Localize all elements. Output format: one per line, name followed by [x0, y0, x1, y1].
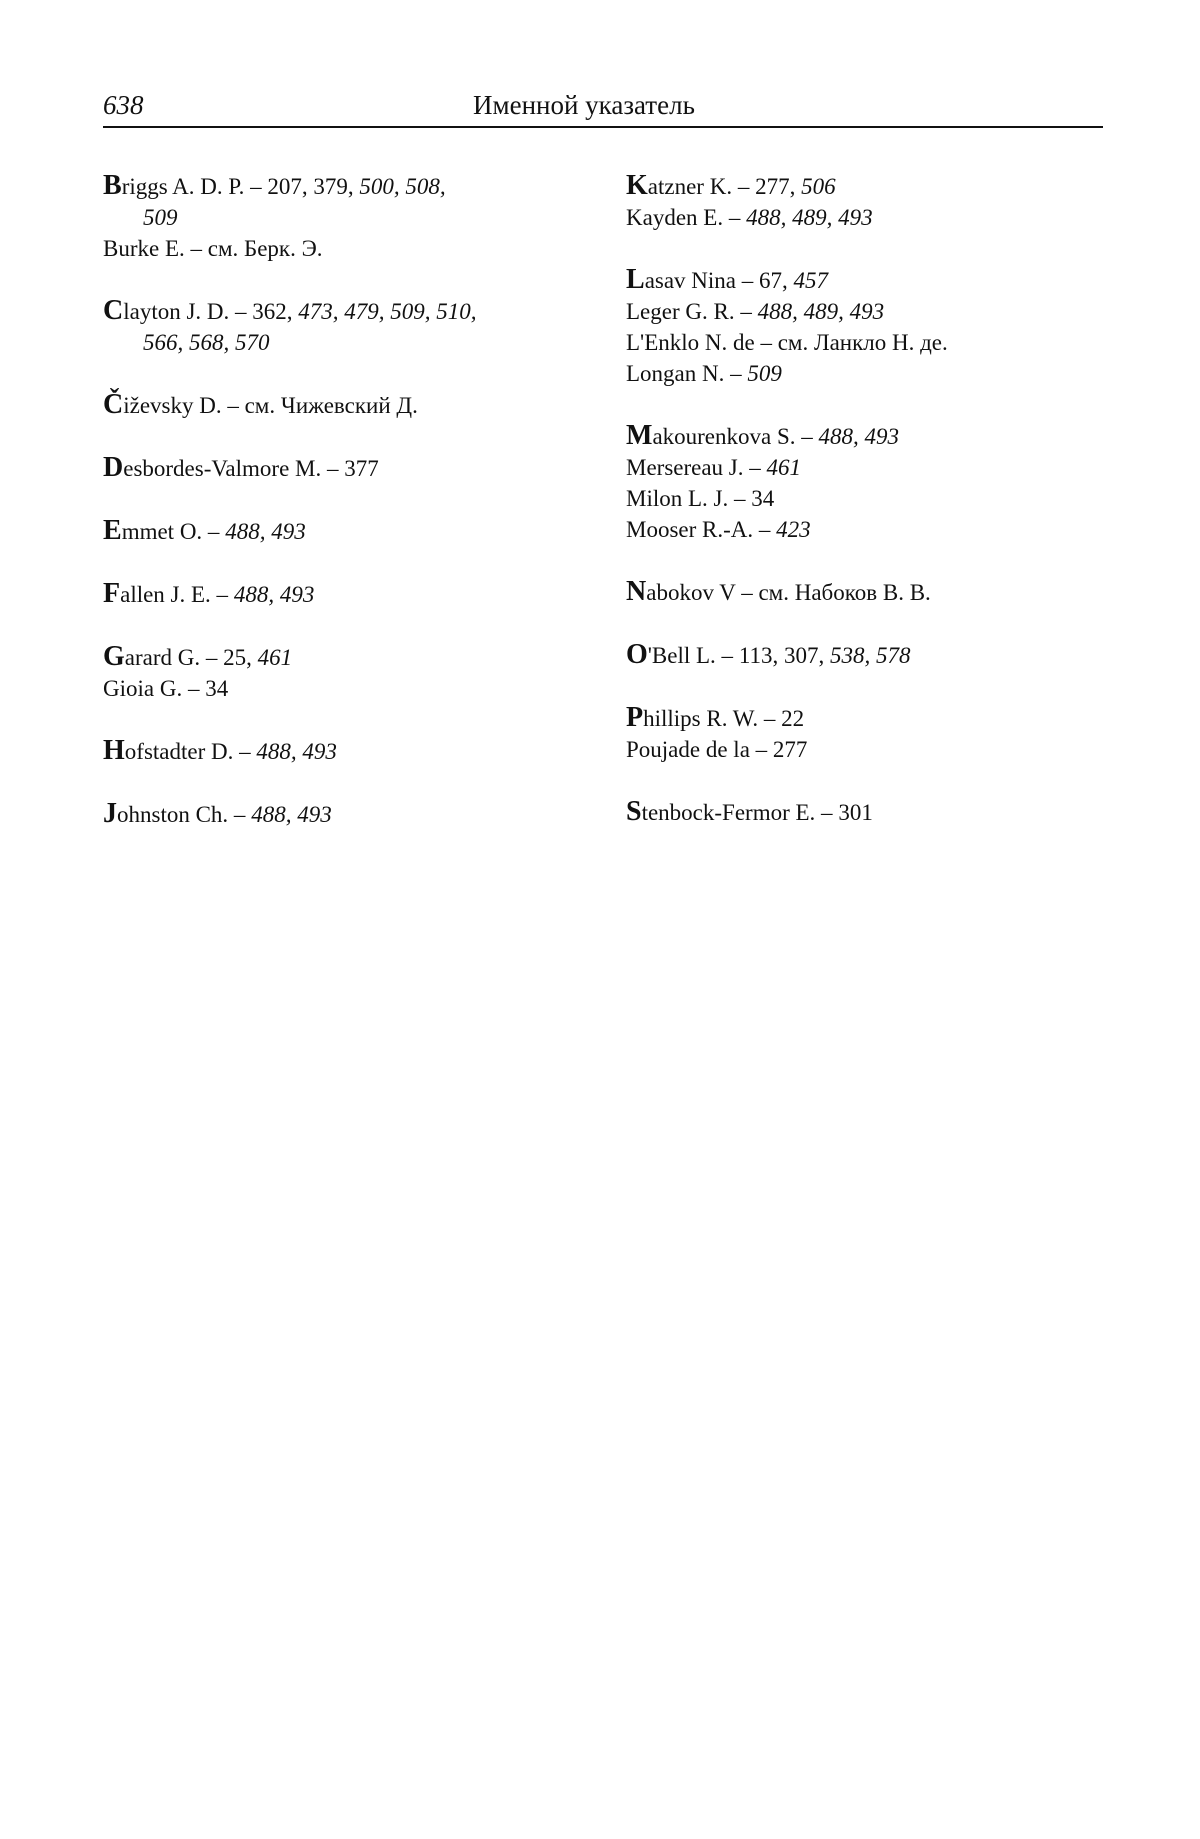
entry-name: mmet O. – — [121, 519, 226, 544]
entry-initial-letter: N — [626, 576, 647, 607]
entry-name: ohnston Ch. – — [117, 802, 252, 827]
running-title: Именной указатель — [473, 90, 695, 120]
entry-pages: 277 — [772, 737, 808, 762]
index-column-left — [103, 170, 603, 861]
entry-name: Burke E. – см. Берк. Э. — [103, 236, 323, 261]
index-letter-group — [103, 735, 603, 767]
entry-pages: 25, — [223, 645, 258, 670]
index-letter-group — [103, 389, 603, 421]
index-entry — [103, 389, 603, 421]
page-number: 638 — [103, 90, 144, 120]
entry-initial-letter: J — [103, 798, 117, 829]
entry-pages-italic: 488, 493 — [251, 802, 332, 827]
entry-initial-letter: D — [103, 452, 124, 483]
entry-name: Leger G. R. – — [626, 299, 758, 324]
index-letter-group — [626, 576, 1146, 608]
index-entry — [626, 702, 1146, 734]
entry-name: L'Enklo N. de – см. Ланкло Н. де. — [626, 330, 948, 355]
entry-name: hillips R. W. – — [643, 706, 782, 731]
index-entry — [103, 735, 603, 767]
index-entry — [103, 798, 603, 830]
index-entry — [626, 639, 1146, 671]
entry-pages-italic: 457 — [793, 268, 829, 293]
index-entry — [103, 641, 603, 673]
index-entry — [103, 578, 603, 610]
entry-initial-letter: M — [626, 420, 653, 451]
entry-initial-letter: S — [626, 796, 642, 827]
index-entry — [626, 264, 1146, 296]
index-letter-group — [103, 452, 603, 484]
entry-name: Gioia G. – — [103, 676, 206, 701]
entry-name: arard G. – — [124, 645, 224, 670]
entry-name: Milon L. J. – — [626, 486, 752, 511]
entry-pages-italic: 566, 568, 570 — [143, 330, 270, 355]
entry-initial-letter: F — [103, 578, 121, 609]
entry-initial-letter: H — [103, 735, 125, 766]
index-entry — [103, 673, 603, 704]
header-rule — [103, 126, 1103, 128]
index-letter-group — [626, 639, 1146, 671]
index-entry — [103, 170, 603, 202]
entry-initial-letter: K — [626, 170, 648, 201]
entry-pages-italic: 509 — [143, 205, 178, 230]
index-letter-group — [626, 170, 1146, 233]
index-letter-group — [626, 264, 1146, 389]
index-entry — [626, 576, 1146, 608]
index-entry — [626, 796, 1146, 828]
entry-initial-letter: Č — [103, 389, 124, 420]
entry-pages: 67, — [759, 268, 794, 293]
entry-initial-letter: L — [626, 264, 645, 295]
entry-pages-italic: 538, 578 — [829, 643, 911, 668]
index-letter-group — [103, 515, 603, 547]
entry-name: akourenkova S. – — [652, 424, 819, 449]
entry-pages: 22 — [781, 706, 805, 731]
entry-name: Kayden E. – — [626, 205, 747, 230]
entry-name: atzner K. – — [647, 174, 756, 199]
entry-name: tenbock-Fermor E. – — [641, 800, 839, 825]
entry-pages-italic: 506 — [801, 174, 836, 199]
entry-name: asav Nina – — [644, 268, 760, 293]
entry-pages: 377 — [344, 456, 379, 481]
entry-pages-italic: 488, 493 — [818, 424, 900, 449]
index-letter-group — [103, 170, 603, 264]
index-entry — [626, 327, 1146, 358]
index-letter-group — [626, 702, 1146, 765]
index-entry — [103, 233, 603, 264]
entry-initial-letter: E — [103, 515, 122, 546]
entry-pages: 207, 379, — [267, 174, 360, 199]
entry-name: layton J. D. – — [123, 299, 253, 324]
entry-pages-italic: 488, 493 — [256, 739, 337, 764]
entry-pages: 113, 307, — [738, 643, 830, 668]
entry-pages: 34 — [205, 676, 229, 701]
index-letter-group — [103, 295, 603, 358]
page-header — [103, 84, 1103, 124]
entry-name: iževsky D. – см. Чижевский Д. — [123, 393, 418, 418]
entry-name: riggs A. D. P. – — [121, 174, 268, 199]
entry-pages: 301 — [838, 800, 873, 825]
entry-pages-italic: 488, 493 — [225, 519, 306, 544]
index-entry — [103, 452, 603, 484]
index-entry — [626, 420, 1146, 452]
entry-pages: 362, — [252, 299, 299, 324]
entry-name: 'Bell L. – — [647, 643, 739, 668]
index-entry-continuation — [103, 202, 603, 233]
index-entry — [626, 452, 1146, 483]
entry-pages-italic: 488, 489, 493 — [746, 205, 873, 230]
entry-name: allen J. E. – — [120, 582, 234, 607]
entry-pages-italic: 488, 489, 493 — [757, 299, 885, 324]
index-letter-group — [103, 578, 603, 610]
entry-initial-letter: P — [626, 702, 644, 733]
index-letter-group — [626, 796, 1146, 828]
index-entry — [103, 515, 603, 547]
entry-initial-letter: B — [103, 170, 122, 201]
entry-name: abokov V – см. Набоков В. В. — [646, 580, 931, 605]
index-entry — [626, 483, 1146, 514]
entry-initial-letter: C — [103, 295, 124, 326]
index-entry — [626, 170, 1146, 202]
entry-name: Mooser R.-A. – — [626, 517, 777, 542]
index-entry — [626, 296, 1146, 327]
index-letter-group — [626, 420, 1146, 545]
entry-name: esbordes-Valmore M. – — [123, 456, 345, 481]
index-entry — [626, 202, 1146, 233]
entry-pages-italic: 500, 508, — [359, 174, 446, 199]
index-letter-group — [103, 641, 603, 704]
entry-name: Longan N. – — [626, 361, 748, 386]
index-entry-continuation — [103, 327, 603, 358]
index-entry — [626, 734, 1146, 765]
entry-initial-letter: G — [103, 641, 125, 672]
entry-pages: 277, — [755, 174, 802, 199]
index-entry — [103, 295, 603, 327]
index-letter-group — [103, 798, 603, 830]
entry-name: Mersereau J. – — [626, 455, 767, 480]
entry-pages-italic: 423 — [776, 517, 811, 542]
index-entry — [626, 514, 1146, 545]
entry-name: Poujade de la – — [626, 737, 773, 762]
entry-pages-italic: 461 — [257, 645, 293, 670]
index-column-right — [626, 170, 1146, 859]
entry-initial-letter: O — [626, 639, 648, 670]
entry-pages-italic: 473, 479, 509, 510, — [298, 299, 477, 324]
entry-name: ofstadter D. – — [124, 739, 257, 764]
entry-pages-italic: 461 — [766, 455, 802, 480]
index-entry — [626, 358, 1146, 389]
entry-pages: 34 — [751, 486, 775, 511]
entry-pages-italic: 509 — [747, 361, 782, 386]
entry-pages-italic: 488, 493 — [233, 582, 315, 607]
